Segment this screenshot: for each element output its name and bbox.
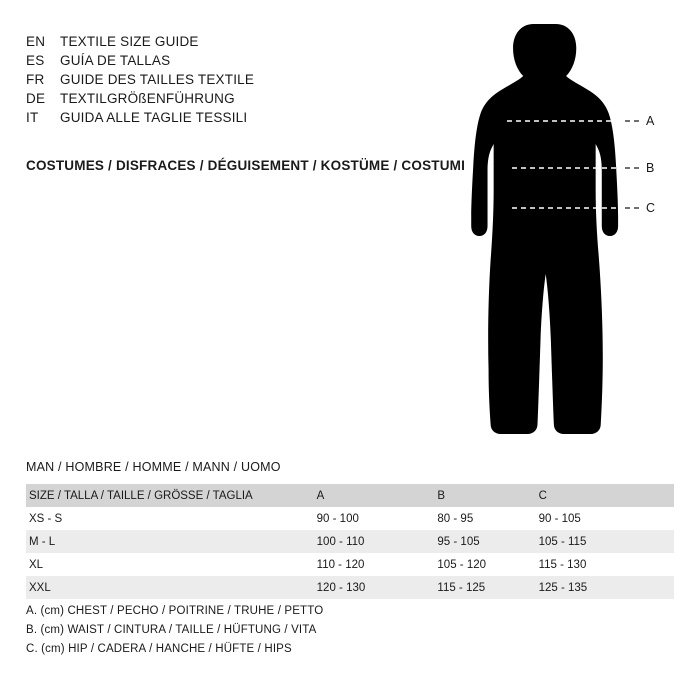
language-text: TEXTILGRÖßENFÜHRUNG	[60, 91, 235, 106]
measure-label-a: A	[646, 114, 655, 128]
cell-b: 105 - 120	[437, 558, 487, 571]
cell-a: 100 - 110	[316, 535, 365, 548]
table-title: MAN / HOMBRE / HOMME / MANN / UOMO	[26, 460, 281, 474]
language-row	[26, 53, 446, 68]
column-header-size: SIZE / TALLA / TAILLE / GRÖSSE / TAGLIA	[29, 489, 253, 502]
table-row	[26, 507, 674, 530]
cell-a: 110 - 120	[316, 558, 365, 571]
cell-c: 115 - 130	[538, 558, 587, 571]
table-row	[26, 553, 674, 576]
cell-b: 80 - 95	[437, 512, 474, 525]
legend-line-b: B. (cm) WAIST / CINTURA / TAILLE / HÜFTUNG / VITA	[26, 624, 317, 636]
measure-label-b: B	[646, 161, 655, 175]
language-row	[26, 110, 446, 125]
cell-size: XS - S	[29, 512, 63, 525]
cell-b: 95 - 105	[437, 535, 480, 548]
language-code: EN	[26, 34, 46, 49]
cell-b: 115 - 125	[437, 581, 486, 594]
cell-size: M - L	[29, 535, 56, 548]
language-row	[26, 34, 446, 49]
cell-a: 120 - 130	[316, 581, 366, 594]
table-body	[26, 507, 674, 599]
language-code: DE	[26, 91, 46, 106]
table-row	[26, 530, 674, 553]
legend-line-a: A. (cm) CHEST / PECHO / POITRINE / TRUHE / PETTO	[26, 605, 324, 617]
table-header-row	[26, 484, 674, 507]
cell-c: 125 - 135	[538, 581, 588, 594]
body-figure	[470, 20, 680, 440]
column-header-a: A	[316, 489, 325, 502]
category-line: COSTUMES / DISFRACES / DÉGUISEMENT / KOSTÜME / COSTUMI	[26, 158, 466, 173]
cell-size: XL	[29, 558, 44, 571]
column-header-c: C	[538, 489, 547, 502]
language-text: GUIDA ALLE TAGLIE TESSILI	[60, 110, 248, 125]
cell-c: 105 - 115	[538, 535, 587, 548]
legend-line-c: C. (cm) HIP / CADERA / HANCHE / HÜFTE / HIPS	[26, 643, 292, 655]
language-row	[26, 91, 446, 106]
cell-size: XXL	[29, 581, 51, 594]
measurement-lines	[470, 20, 680, 440]
size-table	[26, 484, 674, 599]
column-header-b: B	[437, 489, 446, 502]
language-code: FR	[26, 72, 45, 87]
language-list	[26, 34, 446, 129]
table-header	[26, 484, 674, 507]
cell-c: 90 - 105	[538, 512, 581, 525]
table-row	[26, 576, 674, 599]
language-row	[26, 72, 446, 87]
language-code: IT	[26, 110, 39, 125]
measure-label-c: C	[646, 201, 656, 215]
language-code: ES	[26, 53, 45, 68]
language-text: TEXTILE SIZE GUIDE	[60, 34, 199, 49]
language-text: GUÍA DE TALLAS	[60, 53, 171, 68]
language-text: GUIDE DES TAILLES TEXTILE	[60, 72, 255, 87]
cell-a: 90 - 100	[316, 512, 359, 525]
measurement-legend	[26, 602, 323, 659]
